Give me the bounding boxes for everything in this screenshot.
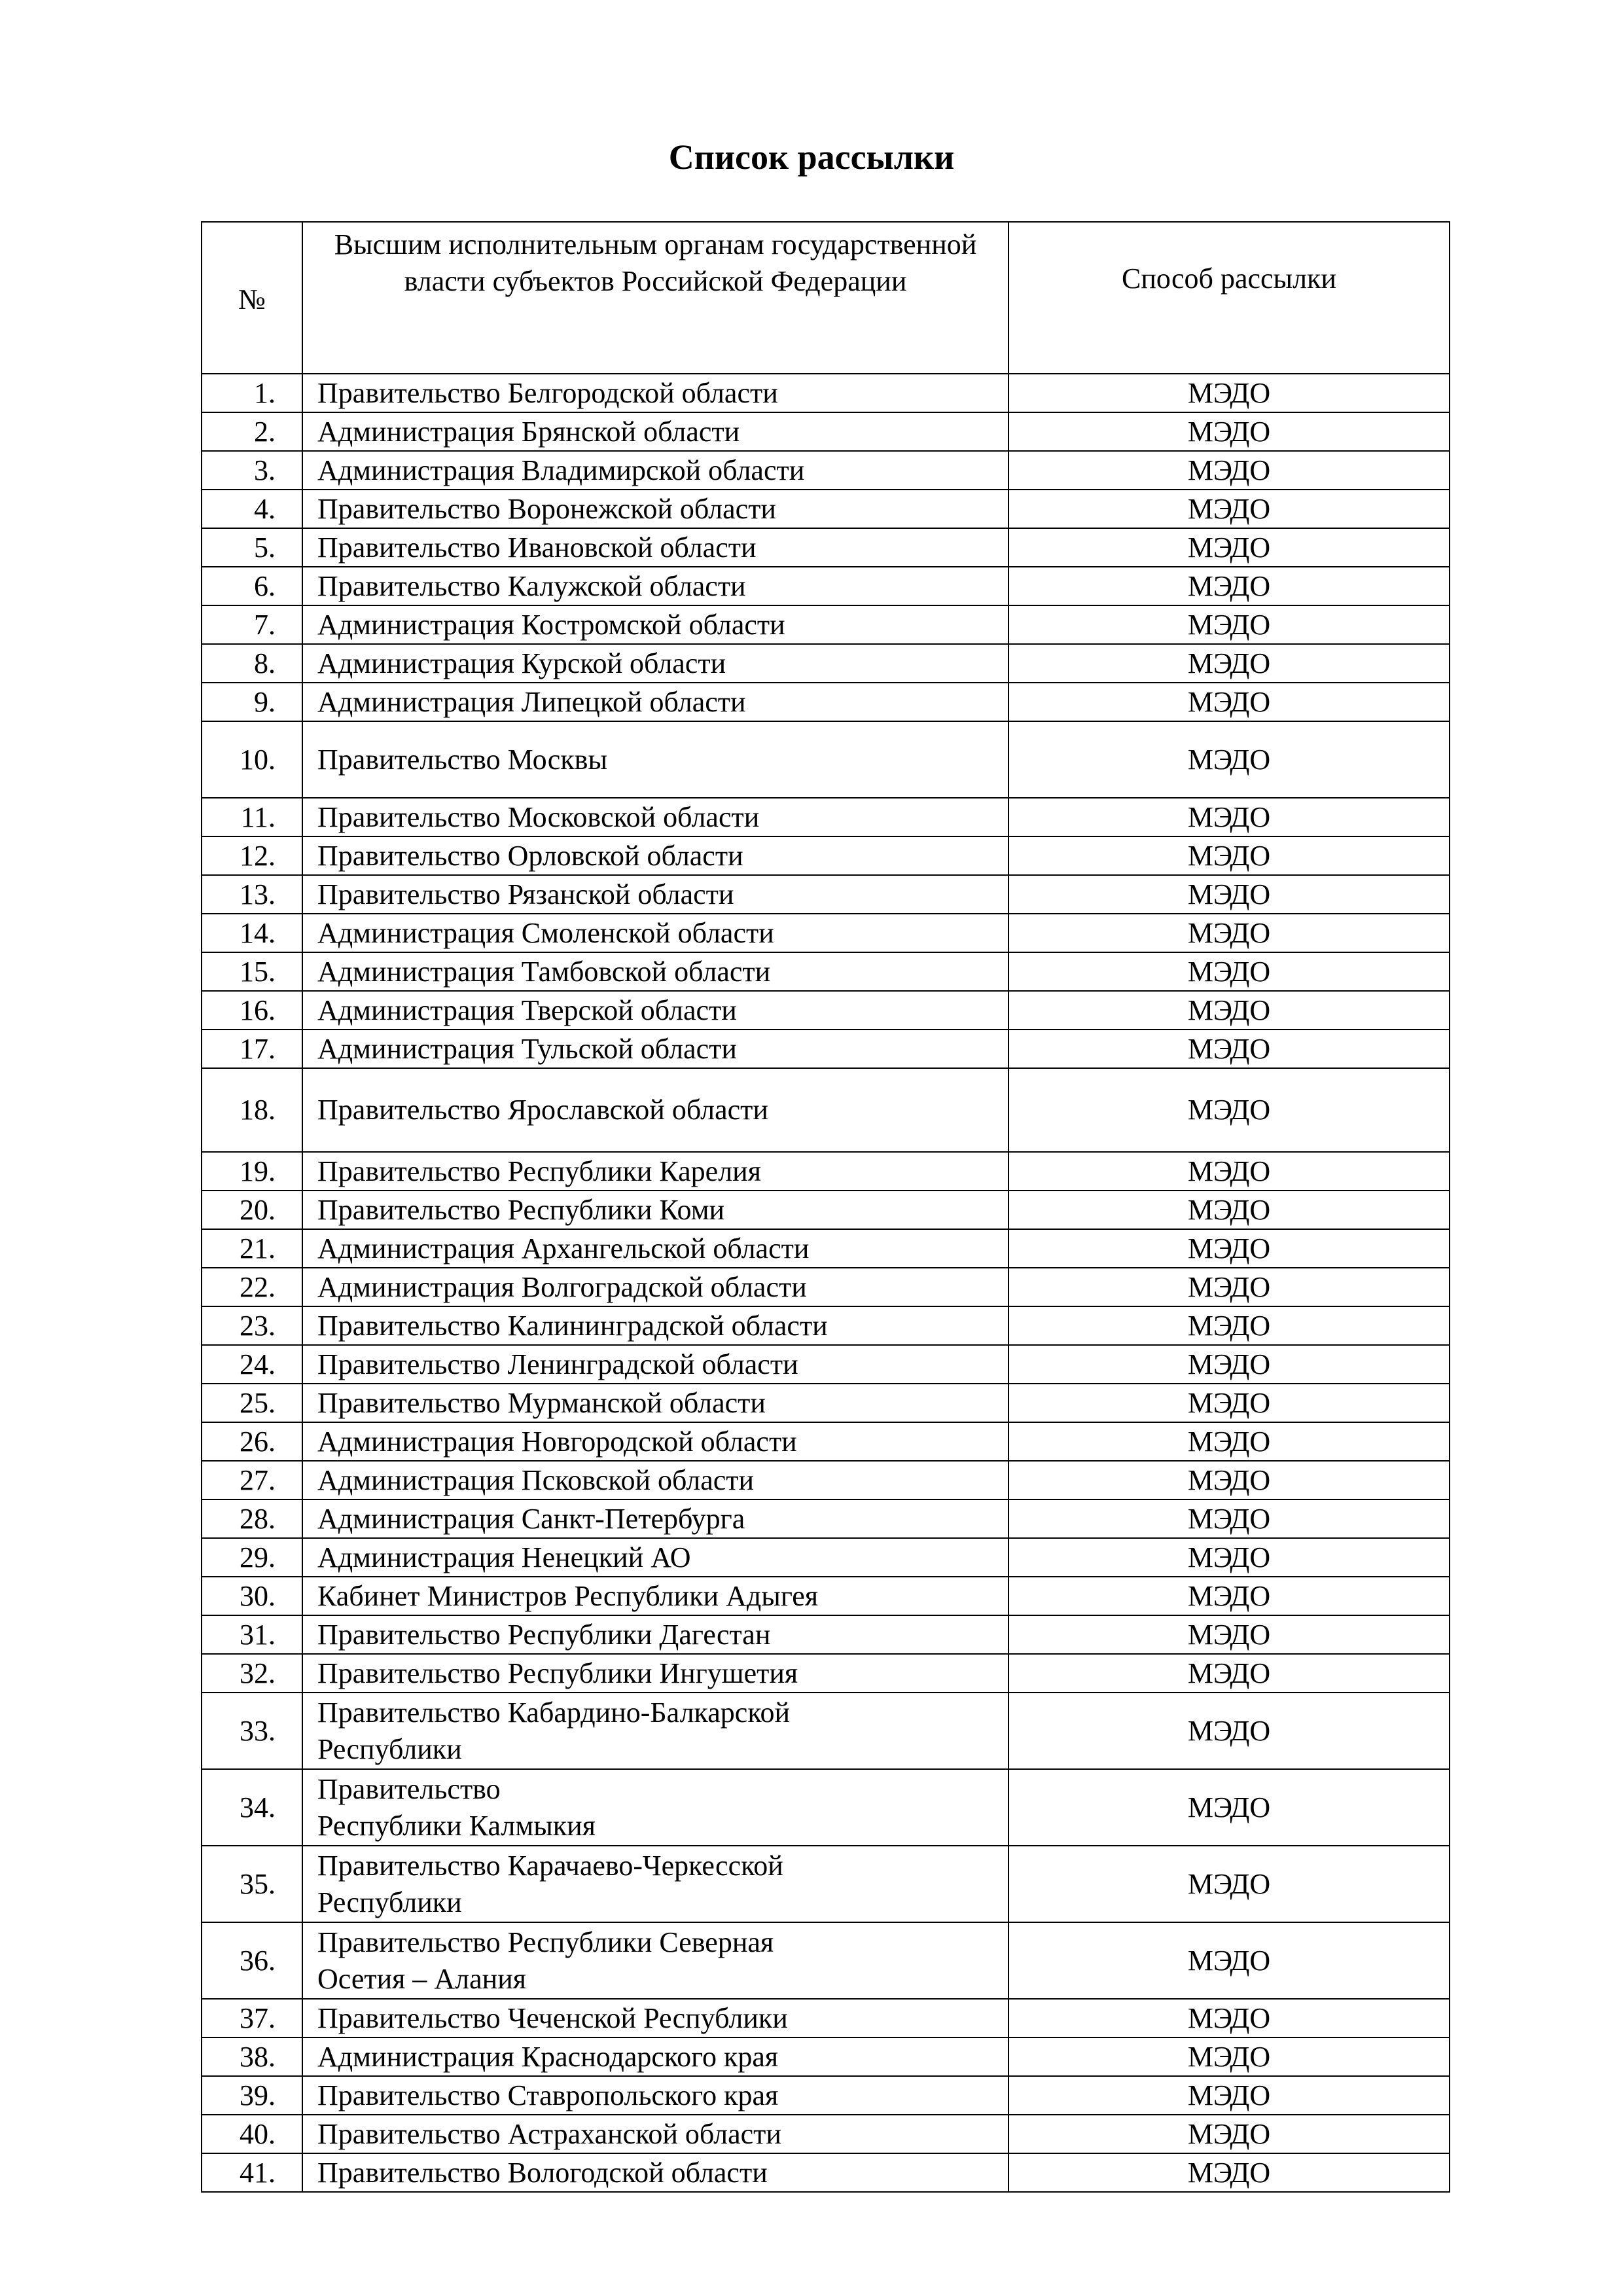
row-method: МЭДО [1008, 412, 1450, 451]
row-organization: Правительство Ивановской области [302, 528, 1008, 567]
row-organization: Администрация Архангельской области [302, 1229, 1008, 1268]
row-organization: Правительство Орловской области [302, 836, 1008, 875]
row-organization: Правительство Калужской области [302, 567, 1008, 605]
row-number: 20. [202, 1191, 302, 1229]
row-method: МЭДО [1008, 1654, 1450, 1693]
table-row [202, 914, 1450, 952]
row-number: 8. [202, 644, 302, 683]
row-method: МЭДО [1008, 914, 1450, 952]
table-row [202, 1152, 1450, 1191]
row-method: МЭДО [1008, 1693, 1450, 1769]
row-organization: Правительство Ленинградской области [302, 1345, 1008, 1384]
table-row [202, 991, 1450, 1030]
table-row [202, 2037, 1450, 2076]
row-method: МЭДО [1008, 605, 1450, 644]
row-organization: Правительство Вологодской области [302, 2153, 1008, 2192]
table-row [202, 1769, 1450, 1846]
column-header-method: Способ рассылки [1008, 222, 1450, 374]
row-organization: Администрация Смоленской области [302, 914, 1008, 952]
row-method: МЭДО [1008, 1538, 1450, 1577]
mailing-list-table [201, 221, 1450, 2193]
row-method: МЭДО [1008, 1030, 1450, 1068]
row-number: 25. [202, 1384, 302, 1422]
row-method: МЭДО [1008, 490, 1450, 528]
table-row [202, 1693, 1450, 1769]
row-number: 3. [202, 451, 302, 490]
table-row [202, 644, 1450, 683]
table-row [202, 1577, 1450, 1615]
row-organization: Правительство Мурманской области [302, 1384, 1008, 1422]
row-organization: Правительство Москвы [302, 721, 1008, 798]
table-row [202, 2153, 1450, 2192]
row-organization: Правительство Республики Северная Осетия – Алания [302, 1922, 1008, 1999]
row-method: МЭДО [1008, 1384, 1450, 1422]
row-number: 10. [202, 721, 302, 798]
table-row [202, 1068, 1450, 1152]
row-number: 36. [202, 1922, 302, 1999]
table-row [202, 1422, 1450, 1461]
table-row [202, 721, 1450, 798]
row-method: МЭДО [1008, 1068, 1450, 1152]
table-row [202, 798, 1450, 836]
row-number: 41. [202, 2153, 302, 2192]
row-method: МЭДО [1008, 1461, 1450, 1499]
row-method: МЭДО [1008, 1615, 1450, 1654]
row-method: МЭДО [1008, 2037, 1450, 2076]
row-organization: Правительство Республики Карелия [302, 1152, 1008, 1191]
row-method: МЭДО [1008, 1306, 1450, 1345]
row-number: 24. [202, 1345, 302, 1384]
row-number: 40. [202, 2115, 302, 2153]
table-row [202, 683, 1450, 721]
table-row [202, 412, 1450, 451]
table-row [202, 374, 1450, 412]
row-number: 22. [202, 1268, 302, 1306]
row-organization: Правительство Республики Дагестан [302, 1615, 1008, 1654]
row-method: МЭДО [1008, 2076, 1450, 2115]
row-organization: Правительство Ставропольского края [302, 2076, 1008, 2115]
row-number: 7. [202, 605, 302, 644]
table-row [202, 1922, 1450, 1999]
row-number: 6. [202, 567, 302, 605]
row-organization: Администрация Волгоградской области [302, 1268, 1008, 1306]
row-method: МЭДО [1008, 683, 1450, 721]
row-organization: Администрация Липецкой области [302, 683, 1008, 721]
row-number: 16. [202, 991, 302, 1030]
table-row [202, 451, 1450, 490]
row-method: МЭДО [1008, 952, 1450, 991]
table-row [202, 1615, 1450, 1654]
row-number: 35. [202, 1846, 302, 1922]
table-row [202, 952, 1450, 991]
row-organization: Правительство Чеченской Республики [302, 1999, 1008, 2037]
row-number: 30. [202, 1577, 302, 1615]
row-method: МЭДО [1008, 1499, 1450, 1538]
row-method: МЭДО [1008, 528, 1450, 567]
row-method: МЭДО [1008, 798, 1450, 836]
row-method: МЭДО [1008, 1769, 1450, 1846]
table-row [202, 567, 1450, 605]
row-method: МЭДО [1008, 1229, 1450, 1268]
row-organization: Кабинет Министров Республики Адыгея [302, 1577, 1008, 1615]
table-row [202, 1499, 1450, 1538]
row-number: 2. [202, 412, 302, 451]
row-method: МЭДО [1008, 875, 1450, 914]
row-number: 19. [202, 1152, 302, 1191]
row-method: МЭДО [1008, 991, 1450, 1030]
table-row [202, 1538, 1450, 1577]
table-row [202, 1654, 1450, 1693]
table-header-row [202, 222, 1450, 374]
row-number: 21. [202, 1229, 302, 1268]
table-row [202, 875, 1450, 914]
column-header-number: № [202, 222, 302, 374]
table-row [202, 528, 1450, 567]
row-method: МЭДО [1008, 1922, 1450, 1999]
row-organization: Правительство Рязанской области [302, 875, 1008, 914]
table-row [202, 1846, 1450, 1922]
row-number: 26. [202, 1422, 302, 1461]
row-number: 12. [202, 836, 302, 875]
row-organization: Администрация Брянской области [302, 412, 1008, 451]
row-number: 9. [202, 683, 302, 721]
row-organization: Администрация Санкт-Петербурга [302, 1499, 1008, 1538]
row-number: 29. [202, 1538, 302, 1577]
row-organization: Правительство Республики Ингушетия [302, 1654, 1008, 1693]
row-number: 11. [202, 798, 302, 836]
row-number: 38. [202, 2037, 302, 2076]
row-organization: Правительство Республики Коми [302, 1191, 1008, 1229]
row-organization: Администрация Новгородской области [302, 1422, 1008, 1461]
row-organization: Правительство Воронежской области [302, 490, 1008, 528]
row-number: 39. [202, 2076, 302, 2115]
row-number: 32. [202, 1654, 302, 1693]
row-method: МЭДО [1008, 836, 1450, 875]
page-title: Список рассылки [668, 137, 955, 177]
table-row [202, 1999, 1450, 2037]
row-number: 1. [202, 374, 302, 412]
row-organization: Правительство Московской области [302, 798, 1008, 836]
table-row [202, 1030, 1450, 1068]
row-organization: Правительство Астраханской области [302, 2115, 1008, 2153]
row-organization: Администрация Курской области [302, 644, 1008, 683]
row-number: 17. [202, 1030, 302, 1068]
row-number: 13. [202, 875, 302, 914]
row-method: МЭДО [1008, 567, 1450, 605]
row-method: МЭДО [1008, 1268, 1450, 1306]
table-row [202, 2076, 1450, 2115]
table-row [202, 605, 1450, 644]
row-organization: Правительство Калининградской области [302, 1306, 1008, 1345]
table-row [202, 1384, 1450, 1422]
column-header-organization: Высшим исполнительным органам государственной власти субъектов Российской Федерации [302, 222, 1008, 374]
row-number: 31. [202, 1615, 302, 1654]
row-method: МЭДО [1008, 1846, 1450, 1922]
row-method: МЭДО [1008, 2115, 1450, 2153]
row-organization: Администрация Ненецкий АО [302, 1538, 1008, 1577]
row-method: МЭДО [1008, 721, 1450, 798]
row-method: МЭДО [1008, 2153, 1450, 2192]
row-number: 14. [202, 914, 302, 952]
table-row [202, 1191, 1450, 1229]
row-organization: Администрация Тульской области [302, 1030, 1008, 1068]
row-number: 18. [202, 1068, 302, 1152]
table-row [202, 2115, 1450, 2153]
row-number: 28. [202, 1499, 302, 1538]
row-organization: Администрация Костромской области [302, 605, 1008, 644]
row-number: 15. [202, 952, 302, 991]
table-row [202, 1306, 1450, 1345]
row-method: МЭДО [1008, 374, 1450, 412]
row-method: МЭДО [1008, 451, 1450, 490]
row-organization: Правительство Республики Калмыкия [302, 1769, 1008, 1846]
row-method: МЭДО [1008, 1152, 1450, 1191]
table-row [202, 490, 1450, 528]
row-method: МЭДО [1008, 1422, 1450, 1461]
row-organization: Администрация Краснодарского края [302, 2037, 1008, 2076]
row-number: 4. [202, 490, 302, 528]
row-number: 33. [202, 1693, 302, 1769]
row-organization: Администрация Псковской области [302, 1461, 1008, 1499]
row-organization: Администрация Тамбовской области [302, 952, 1008, 991]
table-body [202, 374, 1450, 2192]
table-row [202, 1268, 1450, 1306]
row-organization: Правительство Карачаево-Черкесской Республики [302, 1846, 1008, 1922]
row-number: 23. [202, 1306, 302, 1345]
row-method: МЭДО [1008, 1577, 1450, 1615]
table-row [202, 836, 1450, 875]
table-row [202, 1229, 1450, 1268]
row-organization: Правительство Белгородской области [302, 374, 1008, 412]
row-number: 27. [202, 1461, 302, 1499]
table-row [202, 1461, 1450, 1499]
row-number: 37. [202, 1999, 302, 2037]
row-method: МЭДО [1008, 644, 1450, 683]
row-method: МЭДО [1008, 1345, 1450, 1384]
table-row [202, 1345, 1450, 1384]
row-number: 5. [202, 528, 302, 567]
row-number: 34. [202, 1769, 302, 1846]
row-organization: Правительство Кабардино-Балкарской Республики [302, 1693, 1008, 1769]
row-organization: Правительство Ярославской области [302, 1068, 1008, 1152]
row-organization: Администрация Владимирской области [302, 451, 1008, 490]
row-method: МЭДО [1008, 1999, 1450, 2037]
row-organization: Администрация Тверской области [302, 991, 1008, 1030]
row-method: МЭДО [1008, 1191, 1450, 1229]
